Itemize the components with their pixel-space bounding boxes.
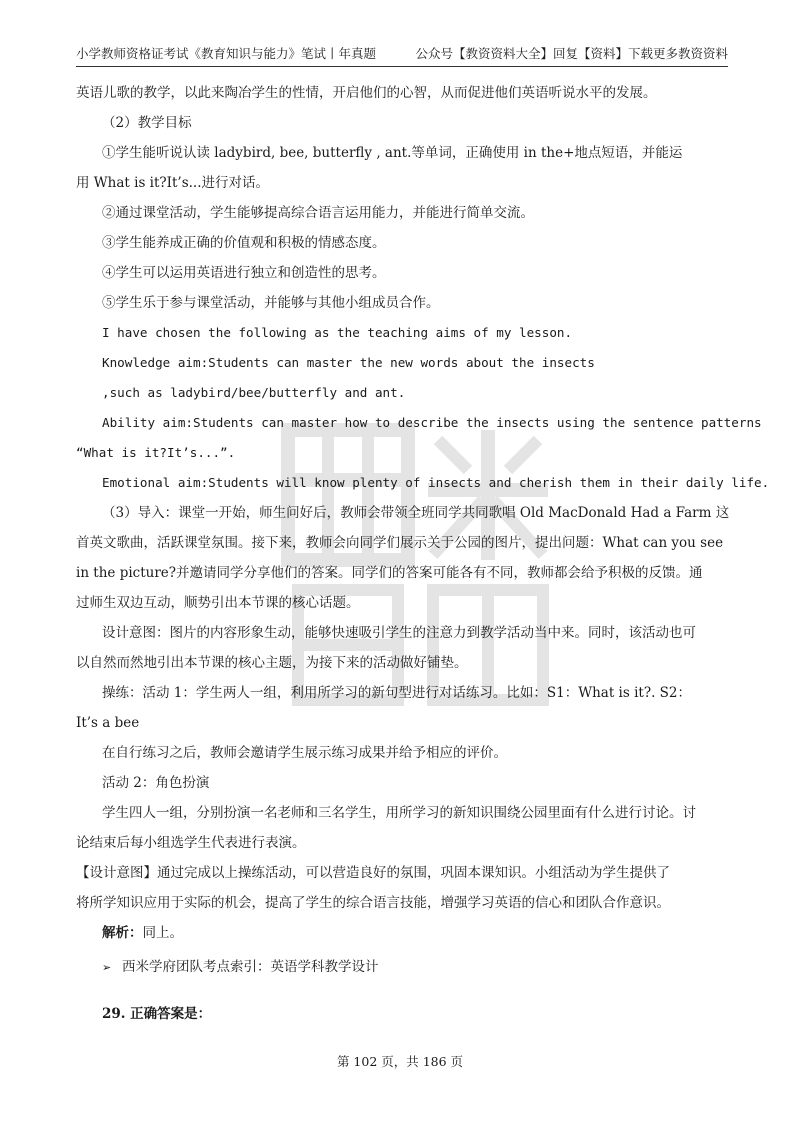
english-line: Emotional aim:Students will know plenty of insects and cherish them in their daily life. [102, 475, 770, 490]
arrow-bullet-icon: ➢ [102, 961, 112, 974]
text-line: 在自行练习之后，教师会邀请学生展示练习成果并给予相应的评价。 [102, 745, 507, 761]
analysis-line [76, 918, 726, 948]
text-line: 操练：活动 1：学生两人一组，利用所学习的新句型进行对话练习。比如：S1：What is it?. S2： [102, 685, 691, 701]
text-line: 学生四人一组，分别扮演一名老师和三名学生，用所学习的新知识围绕公园里面有什么进行讨论。讨 [102, 805, 696, 821]
text-line: 设计意图：图片的内容形象生动，能够快速吸引学生的注意力到教学活动当中来。同时，该活动也可 [102, 625, 696, 641]
text-line: 将所学知识应用于实际的机会，提高了学生的综合语言技能，增强学习英语的信心和团队合作意识。 [76, 895, 670, 911]
english-line: I have chosen the following as the teaching aims of my lesson. [102, 325, 573, 340]
header-left-title: 小学教师资格证考试《教育知识与能力》笔试丨年真题 [76, 46, 377, 61]
text-line: ③学生能养成正确的价值观和积极的情感态度。 [102, 235, 386, 251]
exam-point-index [76, 952, 726, 983]
page-header [76, 44, 728, 67]
text-line: 用 What is it?It’s...进行对话。 [76, 175, 269, 191]
text-line: ①学生能听说认读 ladybird, bee, butterfly , ant.等单词，正确使用 in the+地点短语，并能运 [102, 145, 683, 161]
text-line: 首英文歌曲，活跃课堂氛围。接下来，教师会向同学们展示关于公园的图片，提出问题：What can you see [76, 535, 724, 551]
question-29-answer-heading: 29. 正确答案是： [102, 1006, 212, 1022]
text-line: 英语儿歌的教学，以此来陶冶学生的性情，开启他们的心智，从而促进他们英语听说水平的发展。 [76, 85, 657, 101]
document-body [76, 78, 770, 1029]
text-line: 活动 2：角色扮演 [102, 775, 210, 791]
english-line: ,such as ladybird/bee/butterfly and ant. [102, 385, 406, 400]
analysis-label: 解析： [102, 925, 143, 941]
page-footer: 第 102 页，共 186 页 [336, 1054, 464, 1069]
exam-point-text: 西米学府团队考点索引：英语学科教学设计 [122, 959, 379, 975]
text-line: 论结束后每小组选学生代表进行表演。 [76, 835, 306, 851]
english-line: Ability aim:Students can master how to describe the insects using the sentence patterns [102, 415, 762, 430]
text-line: ④学生可以运用英语进行独立和创造性的思考。 [102, 265, 386, 281]
text-line: ②通过课堂活动，学生能够提高综合语言运用能力，并能进行简单交流。 [102, 205, 534, 221]
text-line: 过师生双边互动，顺势引出本节课的核心话题。 [76, 595, 360, 611]
text-line: 以自然而然地引出本节课的核心主题，为接下来的活动做好铺垫。 [76, 655, 468, 671]
text-line: ⑤学生乐于参与课堂活动，并能够与其他小组成员合作。 [102, 295, 440, 311]
text-line: in the picture?并邀请同学分享他们的答案。同学们的答案可能各有不同，教师都会给予积极的反馈。通 [76, 565, 703, 581]
text-line: （3）导入：课堂一开始，师生问好后，教师会带领全班同学共同歌唱 Old MacDonald Had a Farm 这 [102, 505, 730, 521]
text-line: 【设计意图】通过完成以上操练活动，可以营造良好的氛围，巩固本课知识。小组活动为学生提供了 [76, 865, 670, 881]
english-line: Knowledge aim:Students can master the new words about the insects [102, 355, 595, 370]
section-heading: （2）教学目标 [102, 115, 192, 131]
text-line: It’s a bee [76, 715, 140, 731]
english-line: “What is it?It’s...”. [76, 445, 236, 460]
header-right-note: 公众号【教资资料大全】回复【资料】下载更多教资资料 [415, 46, 728, 61]
analysis-text: 同上。 [142, 925, 183, 941]
